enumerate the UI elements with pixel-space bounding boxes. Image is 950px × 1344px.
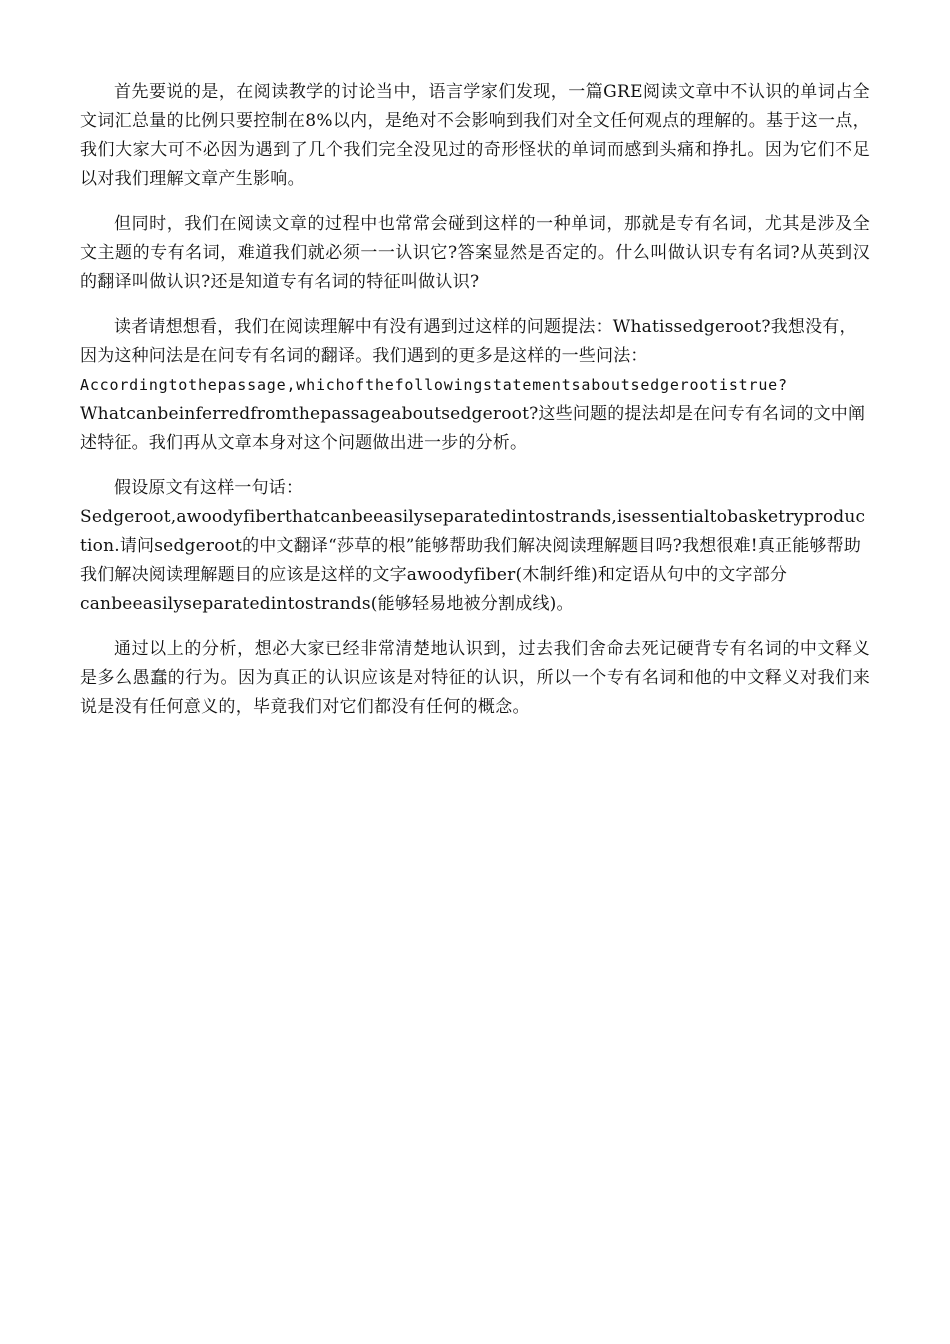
- paragraph-question-examples: [80, 313, 870, 458]
- example-sentence: Sedgeroot,awoodyfiberthatcanbeeasilyseparatedintostrands,isessentialtobasketryproduction.请问sedgeroot的中文翻译“莎草的根”能够帮助我们解决阅读理解题目吗?我想很难!真正能够帮助我们解决阅读理解题目的应该是这样的文字awoodyfiber(木制纤维)和定语从句中的文字部分: [80, 507, 866, 585]
- example-clause: canbeeasilyseparatedintostrands(能够轻易地被分割成线)。: [80, 594, 574, 614]
- example-question-2: Whatcanbeinferredfromthepassageaboutsedgeroot?这些问题的提法却是在问专有名词的文中阐述特征。我们再从文章本身对这个问题做出进一步的分析。: [80, 404, 866, 453]
- paragraph-sedgeroot-example: [80, 474, 870, 619]
- example-intro: 假设原文有这样一句话：: [114, 478, 304, 498]
- paragraph-unknown-words: 首先要说的是，在阅读教学的讨论当中，语言学家们发现，一篇GRE阅读文章中不认识的单词占全文词汇总量的比例只要控制在8%以内，是绝对不会影响到我们对全文任何观点的理解的。基于这一点，我们大家大可不必因为遇到了几个我们完全没见过的奇形怪状的单词而感到头痛和挣扎。因为它们不足以对我们理解文章产生影响。: [80, 82, 870, 189]
- question-intro: 读者请想想看，我们在阅读理解中有没有遇到过这样的问题提法：Whatissedgeroot?我想没有，因为这种问法是在问专有名词的翻译。我们遇到的更多是这样的一些问法：: [80, 317, 857, 366]
- paragraph-conclusion: 通过以上的分析，想必大家已经非常清楚地认识到，过去我们舍命去死记硬背专有名词的中文释义是多么愚蠢的行为。因为真正的认识应该是对特征的认识，所以一个专有名词和他的中文释义对我们来说是没有任何意义的，毕竟我们对它们都没有任何的概念。: [80, 639, 870, 717]
- example-question-1: Accordingtothepassage,whichofthefollowingstatementsaboutsedgerootistrue?: [80, 376, 788, 394]
- document-page: [80, 78, 870, 738]
- paragraph-proper-nouns: 但同时，我们在阅读文章的过程中也常常会碰到这样的一种单词，那就是专有名词，尤其是涉及全文主题的专有名词，难道我们就必须一一认识它?答案显然是否定的。什么叫做认识专有名词?从英到汉的翻译叫做认识?还是知道专有名词的特征叫做认识?: [80, 214, 870, 292]
